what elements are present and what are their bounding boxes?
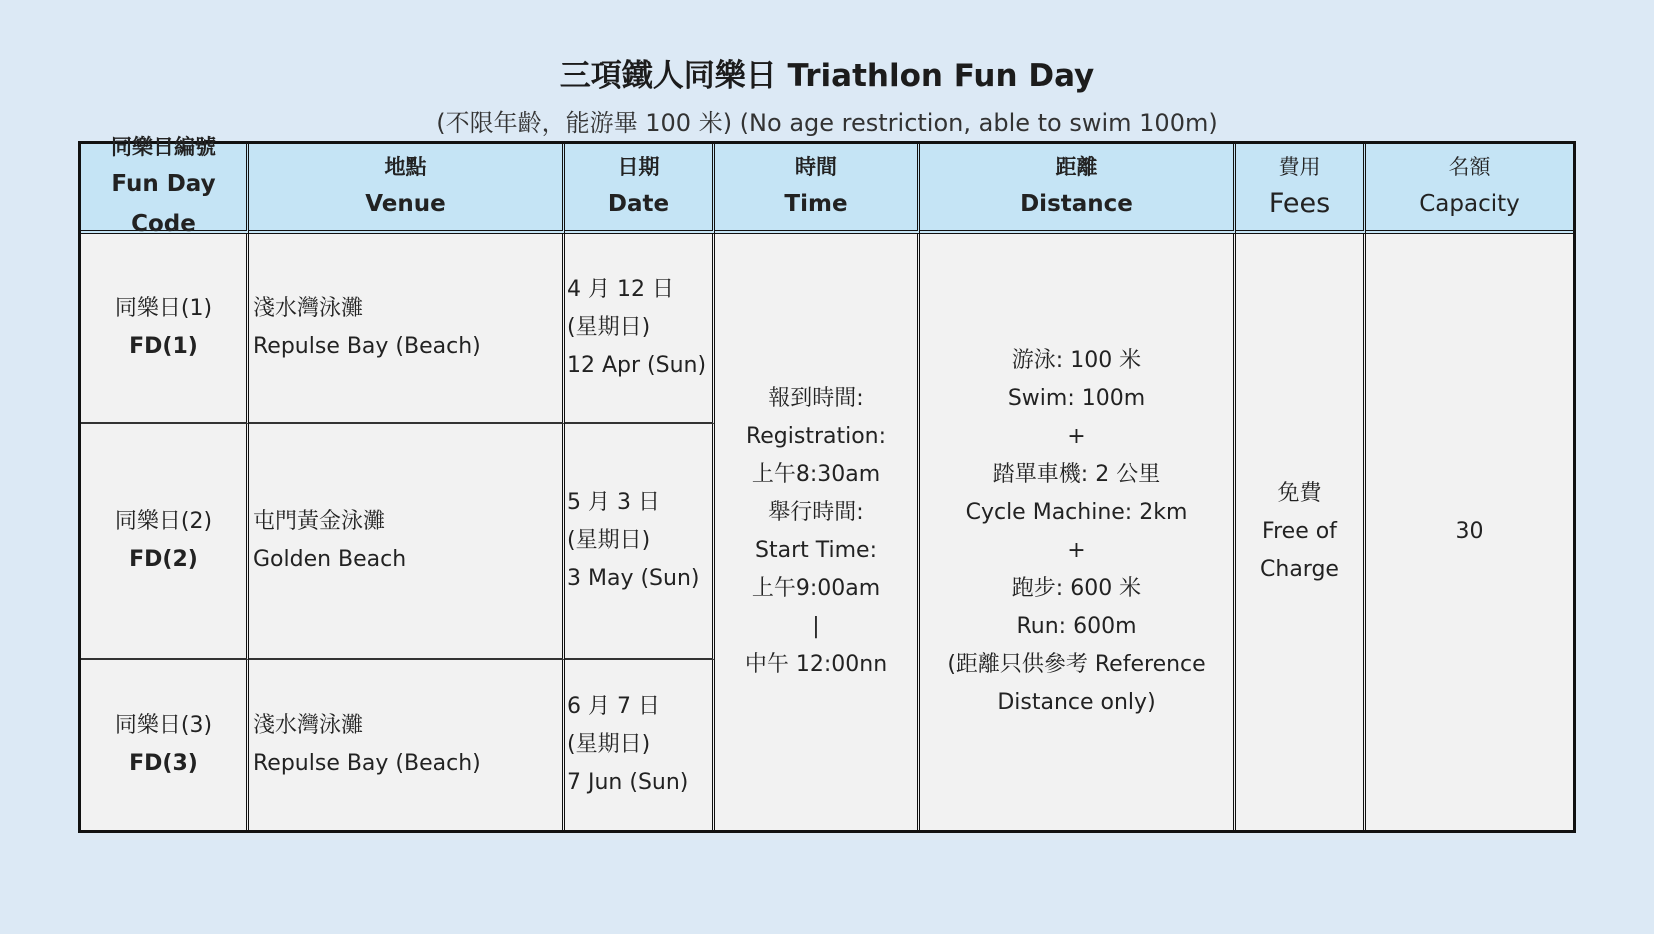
header-venue-zh: 地點 xyxy=(384,155,427,179)
table-row-3-venue xyxy=(249,660,565,830)
table-row-1-venue xyxy=(249,234,565,424)
distance-line: (距離只供參考 Reference xyxy=(947,652,1206,677)
distance-cell xyxy=(920,234,1236,830)
distance-line: 跑步: 600 米 xyxy=(1011,576,1142,601)
time-cell xyxy=(715,234,920,830)
fees-cell xyxy=(1236,234,1366,830)
table-row-2-date xyxy=(565,424,715,660)
venue-en: Repulse Bay (Beach) xyxy=(253,334,481,359)
time-line: Start Time: xyxy=(755,538,877,563)
distance-line: + xyxy=(1067,538,1086,563)
date-zh: 6 月 7 日 xyxy=(567,694,660,719)
code-en: FD(1) xyxy=(129,334,198,359)
venue-en: Golden Beach xyxy=(253,547,407,572)
time-line: 舉行時間: xyxy=(768,500,864,525)
header-time-en: Time xyxy=(784,191,848,217)
date-zh: 5 月 3 日 xyxy=(567,490,660,515)
date-en: 12 Apr (Sun) xyxy=(567,353,707,378)
header-fees-zh: 費用 xyxy=(1278,155,1321,179)
fun-day-table xyxy=(78,135,1576,833)
code-zh: 同樂日(2) xyxy=(114,509,213,534)
header-distance-en: Distance xyxy=(1020,191,1133,217)
distance-line: 游泳: 100 米 xyxy=(1011,348,1142,373)
header-time-zh: 時間 xyxy=(795,155,837,179)
time-line: 上午8:30am xyxy=(751,462,881,487)
code-en: FD(2) xyxy=(129,547,198,572)
page-title: 三項鐵人同樂日 Triathlon Fun Day xyxy=(559,58,1095,94)
header-code-zh: 同樂日編號 xyxy=(111,135,216,159)
table-row-1-code xyxy=(81,234,249,424)
time-line: Registration: xyxy=(745,424,887,449)
distance-line: Run: 600m xyxy=(1016,614,1137,639)
distance-line: Distance only) xyxy=(997,690,1156,715)
header-date xyxy=(565,144,715,234)
code-zh: 同樂日(3) xyxy=(114,713,213,738)
table-row-2-code xyxy=(81,424,249,660)
header-fees xyxy=(1236,144,1366,234)
header-distance xyxy=(920,144,1236,234)
time-line: 報到時間: xyxy=(768,386,864,411)
venue-en: Repulse Bay (Beach) xyxy=(253,751,481,776)
table-row-2-venue xyxy=(249,424,565,660)
table-row-3-code xyxy=(81,660,249,830)
header-date-zh: 日期 xyxy=(617,155,660,179)
date-day: (星期日) xyxy=(567,732,651,757)
date-zh: 4 月 12 日 xyxy=(567,277,674,302)
header-code-en: Fun Day Code xyxy=(111,171,216,237)
header-code xyxy=(81,135,249,237)
code-en: FD(3) xyxy=(129,751,198,776)
header-capacity xyxy=(1366,144,1573,234)
venue-zh: 淺水灣泳灘 xyxy=(253,296,364,321)
venue-zh: 淺水灣泳灘 xyxy=(253,713,364,738)
distance-line: Cycle Machine: 2km xyxy=(965,500,1188,525)
fees-line: Charge xyxy=(1260,557,1339,582)
fees-line: Free of xyxy=(1262,519,1337,544)
date-en: 3 May (Sun) xyxy=(567,566,700,591)
date-day: (星期日) xyxy=(567,315,651,340)
header-time xyxy=(715,144,920,234)
time-line: 中午 12:00nn xyxy=(744,652,888,677)
date-day: (星期日) xyxy=(567,528,651,553)
header-venue xyxy=(249,144,565,234)
header-venue-en: Venue xyxy=(365,191,446,217)
date-en: 7 Jun (Sun) xyxy=(567,770,689,795)
header-date-en: Date xyxy=(607,191,670,217)
capacity-cell xyxy=(1366,234,1573,830)
page-subtitle: (不限年齡，能游畢 100 米) (No age restriction, able to swim 100m) xyxy=(436,109,1218,137)
table-row-1-date xyxy=(565,234,715,424)
time-line: | xyxy=(812,614,820,639)
fees-line: 免費 xyxy=(1277,481,1322,506)
header-distance-zh: 距離 xyxy=(1055,155,1098,179)
table-row-3-date xyxy=(565,660,715,830)
distance-line: + xyxy=(1067,424,1086,449)
distance-line: 踏單車機: 2 公里 xyxy=(992,462,1161,487)
time-line: 上午9:00am xyxy=(751,576,881,601)
code-zh: 同樂日(1) xyxy=(114,296,213,321)
header-capacity-en: Capacity xyxy=(1419,191,1520,217)
header-fees-en: Fees xyxy=(1268,188,1331,219)
capacity-value: 30 xyxy=(1455,519,1484,544)
header-capacity-zh: 名額 xyxy=(1448,155,1491,179)
distance-line: Swim: 100m xyxy=(1007,386,1146,411)
venue-zh: 屯門黃金泳灘 xyxy=(253,509,386,534)
